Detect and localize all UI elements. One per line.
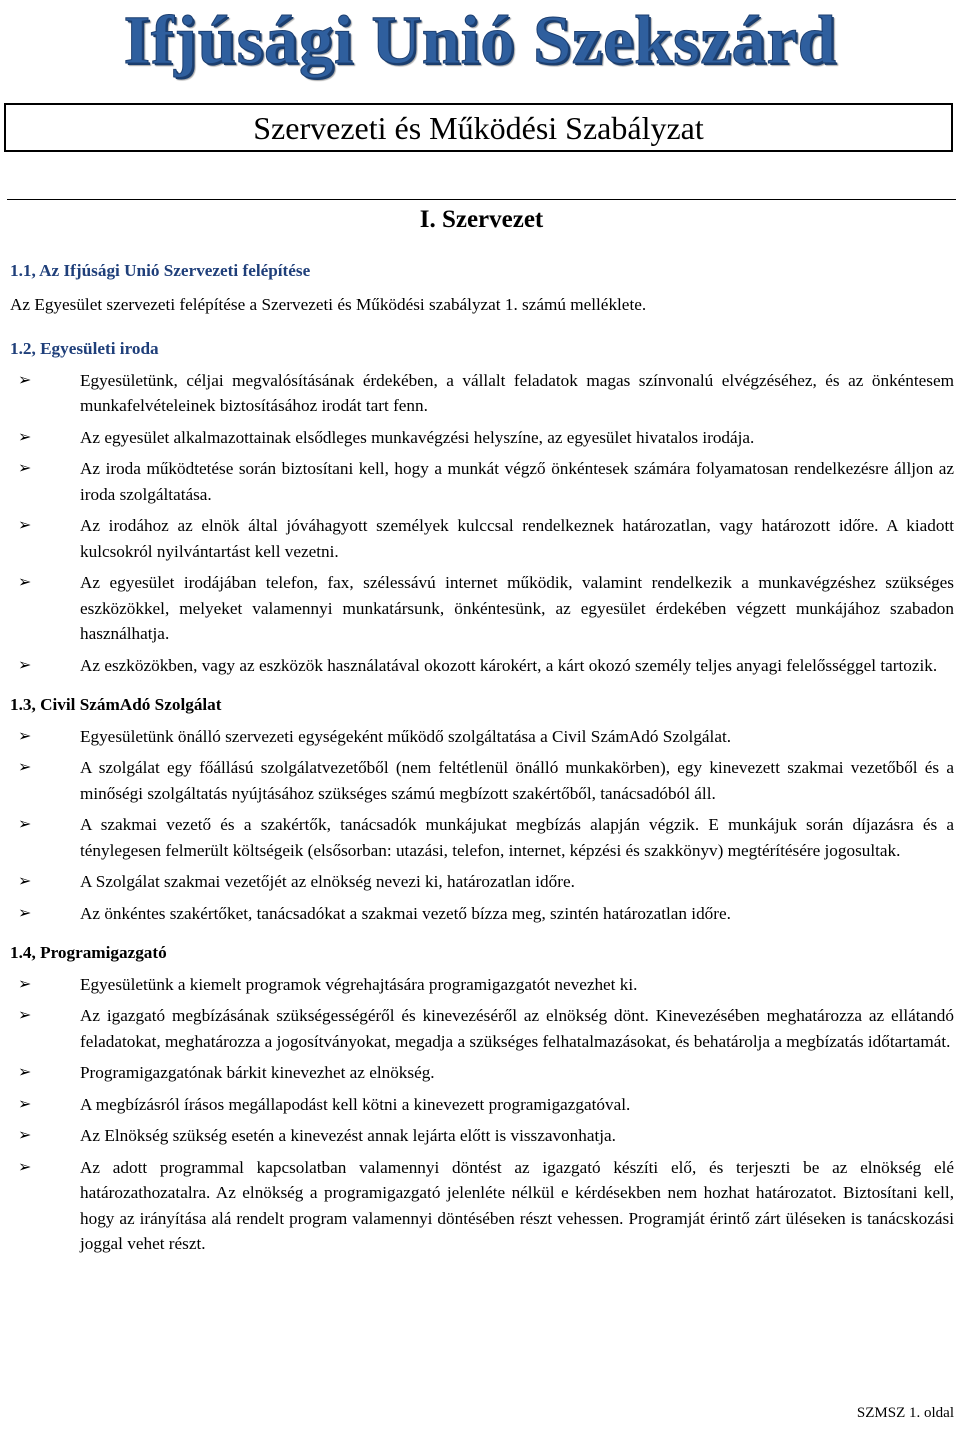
list-item: ➢ Az egyesület alkalmazottainak elsődleges munkavégzési helyszíne, az egyesület hivatalos irodája. <box>10 425 954 451</box>
arrow-bullet-icon: ➢ <box>18 517 32 534</box>
arrow-bullet-icon: ➢ <box>18 1095 32 1113</box>
bullet-list <box>10 368 954 679</box>
document-title-box: Szervezeti és Működési Szabályzat <box>4 103 953 152</box>
list-item: ➢ Egyesületünk, céljai megvalósításának érdekében, a vállalt feladatok magas színvonalú elvégzéséhez, és az önkéntesem munkafelvételeinek biztosításához irodát tart fenn. <box>10 368 954 419</box>
list-item: ➢ A szakmai vezető és a szakértők, tanácsadók munkájukat megbízás alapján végzik. E munkájuk során díjazásra és a ténylegesen felmerült költségeik (elsősorban: utazási, telefon, internet, képzési és szakkönyv) megtérítésére jogosultak. <box>10 812 954 863</box>
organization-title: Ifjúsági Unió Szekszárd <box>123 2 837 78</box>
arrow-bullet-icon: ➢ <box>18 656 32 674</box>
document-body <box>10 258 954 1263</box>
page-footer: SZMSZ 1. oldal <box>856 1405 954 1421</box>
section-1-3 <box>10 692 954 926</box>
list-item: ➢ Az irodához az elnök által jóváhagyott személyek kulccsal rendelkeznek határozatlan, vagy határozott időre. A kiadott kulcsokról nyilvántartást kell vezetni. <box>10 513 954 564</box>
list-item: ➢ Egyesületünk a kiemelt programok végrehajtására programigazgatót nevezhet ki. <box>10 972 954 998</box>
arrow-bullet-icon: ➢ <box>18 371 32 389</box>
list-item: ➢ Az adott programmal kapcsolatban valamennyi döntést az igazgató készíti elő, és terjeszti be az elnökség elé határozathozatalra. Az elnökség a programigazgató jelenléte nélkül e kérdésekben nem hozhat határozatot. Biztosítani kell, hogy az irányítása alá rendelt program valamennyi döntésében részt vehessen. Programját érintő zárt üléseken is tanácskozási joggal vehet részt. <box>10 1155 954 1257</box>
list-item: ➢ Egyesületünk önálló szervezeti egységeként működő szolgáltatása a Civil SzámAdó Szolgálat. <box>10 724 954 750</box>
arrow-bullet-icon: ➢ <box>18 574 32 591</box>
section-heading: 1.1, Az Ifjúsági Unió Szervezeti felépítése <box>10 261 311 280</box>
list-item: ➢ A megbízásról írásos megállapodást kell kötni a kinevezett programigazgatóval. <box>10 1092 954 1118</box>
list-item: ➢ Az önkéntes szakértőket, tanácsadókat a szakmai vezető bízza meg, szintén határozatlan időre. <box>10 901 954 927</box>
arrow-bullet-icon: ➢ <box>18 1127 32 1144</box>
arrow-bullet-icon: ➢ <box>18 1007 32 1024</box>
bullet-list <box>10 724 954 927</box>
section-1-1 <box>10 258 954 317</box>
chapter-title: I. Szervezet <box>7 199 956 240</box>
list-item: ➢ Az iroda működtetése során biztosítani kell, hogy a munkát végző önkéntesek számára folyamatosan rendelkezésre álljon az iroda szolgáltatása. <box>10 456 954 507</box>
section-text: Az Egyesület szervezeti felépítése a Szervezeti és Működési szabályzat 1. számú melléklete. <box>10 294 647 314</box>
list-item: ➢ Az eszközökben, vagy az eszközök használatával okozott károkért, a kárt okozó személy teljes anyagi felelősséggel tartozik. <box>10 653 954 679</box>
bullet-list <box>10 972 954 1257</box>
arrow-bullet-icon: ➢ <box>18 1064 32 1081</box>
arrow-bullet-icon: ➢ <box>18 975 32 993</box>
list-item: ➢ Az Elnökség szükség esetén a kinevezést annak lejárta előtt is visszavonhatja. <box>10 1123 954 1149</box>
arrow-bullet-icon: ➢ <box>18 428 32 446</box>
list-item: ➢ A szolgálat egy főállású szolgálatvezetőből (nem feltétlenül önálló munkakörben), egy kinevezett szakmai vezetőből és a minőségi szolgáltatás nyújtásához szükséges számú megbízott szakértőből, tanácsadóból áll. <box>10 755 954 806</box>
arrow-bullet-icon: ➢ <box>18 759 32 776</box>
list-item: ➢ Az egyesület irodájában telefon, fax, szélessávú internet működik, valamint rendelkezik a munkavégzéshez szükséges eszközökkel, melyeket valamennyi munkatársunk, önkéntesünk, az egyesület érdekében végzett munkájához szabadon használhatja. <box>10 570 954 647</box>
arrow-bullet-icon: ➢ <box>18 727 32 745</box>
list-item: ➢ Az igazgató megbízásának szükségességéről és kinevezéséről az elnökség dönt. Kinevezésében meghatározza az ellátandó feladatokat, meghatározza a jogosítványokat, megadja a szükséges felhatalmazásokat, és behatárolja a megbízatás időtartamát. <box>10 1003 954 1054</box>
arrow-bullet-icon: ➢ <box>18 816 32 833</box>
arrow-bullet-icon: ➢ <box>18 460 32 477</box>
arrow-bullet-icon: ➢ <box>18 1158 32 1176</box>
list-item: ➢ Programigazgatónak bárkit kinevezhet az elnökség. <box>10 1060 954 1086</box>
section-heading: 1.3, Civil SzámAdó Szolgálat <box>10 695 222 714</box>
list-item: ➢ A Szolgálat szakmai vezetőjét az elnökség nevezi ki, határozatlan időre. <box>10 869 954 895</box>
arrow-bullet-icon: ➢ <box>18 904 32 922</box>
section-heading: 1.2, Egyesületi iroda <box>10 339 159 358</box>
section-heading: 1.4, Programigazgató <box>10 943 167 962</box>
section-1-2 <box>10 336 954 678</box>
section-1-4 <box>10 940 954 1257</box>
arrow-bullet-icon: ➢ <box>18 873 32 890</box>
